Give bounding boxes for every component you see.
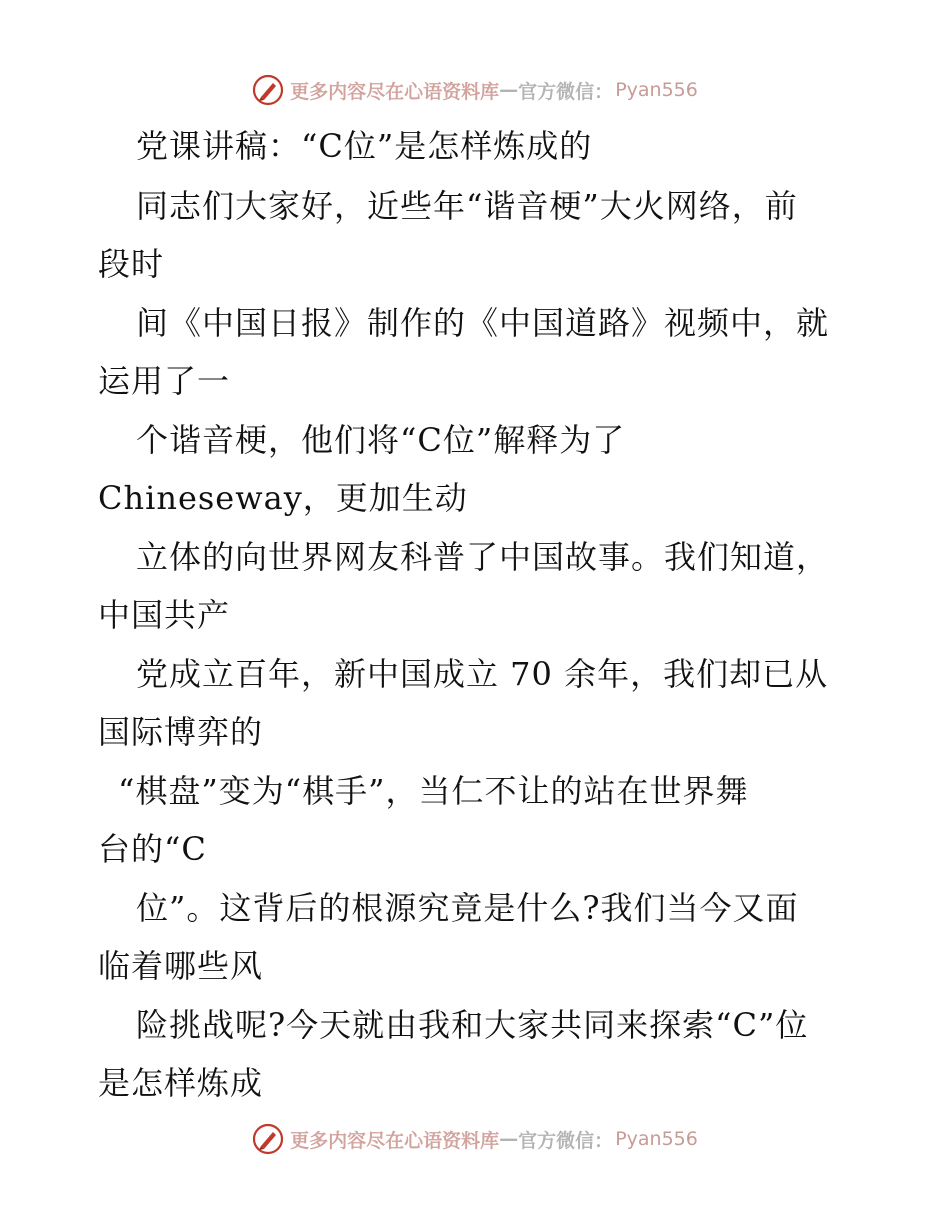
header-dash: — bbox=[499, 79, 519, 101]
footer-site-text: 更多内容尽在心语资料库 bbox=[290, 1129, 500, 1152]
paragraph-line: 位”。这背后的根源究竟是什么?我们当今又面 bbox=[136, 889, 799, 927]
paragraph-line: 是怎样炼成 bbox=[98, 1064, 264, 1102]
paragraph-line: 险挑战呢?今天就由我和大家共同来探索“C”位 bbox=[136, 1006, 809, 1044]
footer-wechat-id: Pyan556 bbox=[615, 1128, 698, 1150]
document-title: 党课讲稿：“C位”是怎样炼成的 bbox=[136, 127, 593, 165]
paragraph-line: 间《中国日报》制作的《中国道路》视频中，就 bbox=[136, 304, 830, 342]
header-wechat-id: Pyan556 bbox=[615, 79, 698, 101]
footer-watermark-banner bbox=[0, 1119, 950, 1159]
footer-wechat-label: 官方微信： bbox=[518, 1129, 614, 1152]
footer-dash: — bbox=[499, 1128, 519, 1150]
paragraph-line: 台的“C bbox=[98, 830, 207, 868]
paragraph-line: 立体的向世界网友科普了中国故事。我们知道， bbox=[136, 538, 830, 576]
paragraph-line: 党成立百年，新中国成立 70 余年，我们却已从 bbox=[136, 655, 829, 693]
paragraph-line: 国际博弈的 bbox=[98, 713, 264, 751]
paragraph-line: “棋盘”变为“棋手”，当仁不让的站在世界舞 bbox=[118, 772, 749, 810]
pen-logo-icon bbox=[252, 1123, 284, 1155]
paragraph-line: 临着哪些风 bbox=[98, 947, 264, 985]
header-site-text: 更多内容尽在心语资料库 bbox=[290, 80, 500, 103]
paragraph-line: 中国共产 bbox=[98, 596, 231, 634]
paragraph-line: 段时 bbox=[98, 245, 165, 283]
header-wechat-label: 官方微信： bbox=[518, 80, 614, 103]
header-watermark-banner bbox=[0, 70, 950, 110]
paragraph-line: 同志们大家好，近些年“谐音梗”大火网络，前 bbox=[136, 187, 798, 225]
paragraph-line: Chineseway，更加生动 bbox=[98, 479, 468, 517]
pen-logo-icon bbox=[252, 74, 284, 106]
paragraph-line: 个谐音梗，他们将“C位”解释为了 bbox=[136, 421, 626, 459]
paragraph-line: 运用了一 bbox=[98, 362, 231, 400]
